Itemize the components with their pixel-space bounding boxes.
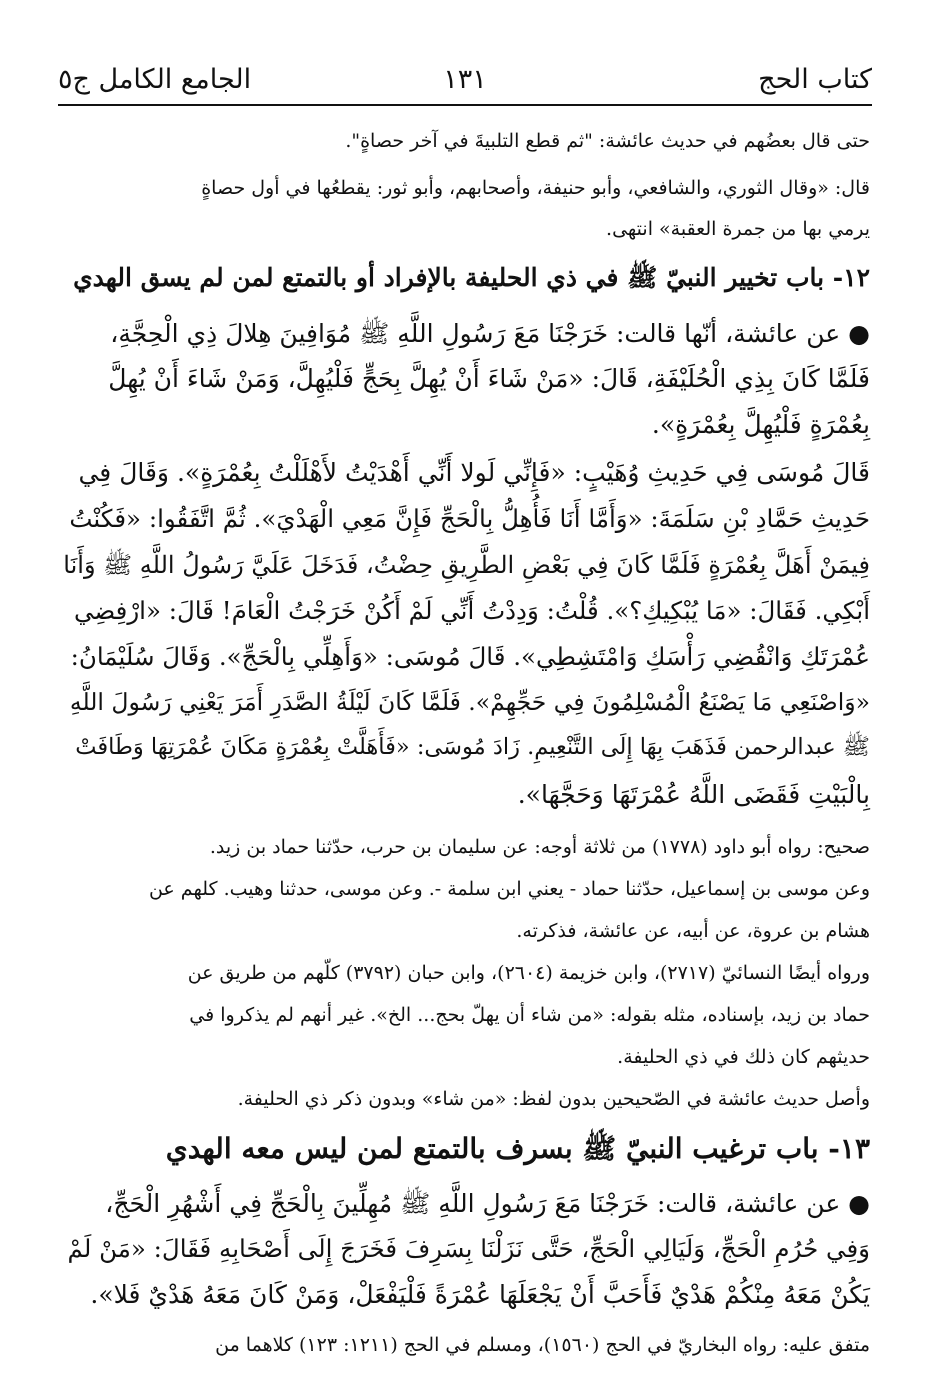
hadith-line: «وَاصْنَعِي مَا يَصْنَعُ الْمُسْلِمُونَ فِي حَجِّهِمْ». فَلَمَّا كَانَ لَيْلَةُ الصَّدَرِ أَمَرَ يَعْنِي رَسُولَ اللَّهِ	[69, 688, 870, 716]
commentary-line: ورواه أيضًا النسائيّ (٢٧١٧)، وابن خزيمة (٢٦٠٤)، وابن حبان (٣٧٩٢) كلّهم من طريق عن	[187, 962, 870, 984]
text-line: يرمي بها من جمرة العقبة» انتهى.	[606, 218, 870, 240]
hadith-line: وَفِي حُرُمِ الْحَجِّ، وَلَيَالِي الْحَجِّ، حَتَّى نَزَلْنَا بِسَرِفَ فَخَرَجَ إِلَى أَصْحَابِهِ فَقَالَ: «مَنْ لَمْ	[67, 1234, 870, 1263]
volume-label: الجامع الكامل ج٥	[58, 64, 252, 95]
text-line: قال: «وقال الثوري، والشافعي، وأبو حنيفة، وأصحابهم، وأبو ثور: يقطعُها في أول حصاةٍ	[201, 177, 870, 199]
hadith-line: فِيمَنْ أَهَلَّ بِعُمْرَةٍ فَلَمَّا كَانَ فِي بَعْضِ الطَّرِيقِ حِضْتُ، فَدَخَلَ عَلَيَّ رَسُولُ اللَّهِ ﷺ وَأَنَا	[63, 551, 870, 579]
chapter-heading-13: ١٣- باب ترغيب النبيّ ﷺ بسرف بالتمتع لمن ليس معه الهدي	[165, 1132, 870, 1165]
commentary-line: وأصل حديث عائشة في الصّحيحين بدون لفظ: «من شاء» وبدون ذكر ذي الحليفة.	[237, 1088, 870, 1110]
hadith-line: عُمْرَتَكِ وَانْقُضِي رَأْسَكِ وَامْتَشِطِي». قَالَ مُوسَى: «وَأَهِلِّي بِالْحَجِّ». وَقَالَ سُلَيْمَانُ:	[70, 642, 870, 671]
hadith-line: بِالْبَيْتِ فَقَضَى اللَّهُ عُمْرَتَهَا وَحَجَّهَا».	[517, 780, 870, 809]
hadith-line: ● عن عائشة، قالت: خَرَجْنَا مَعَ رَسُولِ اللَّهِ ﷺ مُهِلِّينَ بِالْحَجِّ فِي أَشْهُرِ الْحَجِّ،	[105, 1189, 870, 1218]
chapter-heading-12: ١٢- باب تخيير النبيّ ﷺ في ذي الحليفة بالإفراد أو بالتمتع لمن لم يسق الهدي	[73, 263, 870, 292]
commentary-line: متفق عليه: رواه البخاريّ في الحج (١٥٦٠)، ومسلم في الحج (١٢١١: ١٢٣) كلاهما من	[215, 1334, 870, 1356]
hadith-line: حَدِيثِ حَمَّادِ بْنِ سَلَمَةَ: «وَأَمَّا أَنَا فَأُهِلُّ بِالْحَجِّ فَإِنَّ مَعِي الْهَدْيَ». ثُمَّ اتَّفَقُوا: «فَكُنْتُ	[69, 504, 870, 533]
hadith-line: يَكُنْ مَعَهُ مِنْكُمْ هَدْيٌ فَأَحَبَّ أَنْ يَجْعَلَهَا عُمْرَةً فَلْيَفْعَلْ، وَمَنْ كَانَ مَعَهُ هَدْيٌ فَلا».	[90, 1280, 870, 1309]
commentary-line: حماد بن زيد، بإسناده، مثله بقوله: «من شاء أن يهلّ بحج... الخ». غير أنهم لم يذكروا في	[189, 1004, 870, 1026]
hadith-line: فَلَمَّا كَانَ بِذِي الْحُلَيْفَةِ، قَالَ: «مَنْ شَاءَ أَنْ يُهِلَّ بِحَجٍّ فَلْيُهِلَّ، وَمَنْ شَاءَ أَنْ يُهِلَّ	[108, 364, 870, 393]
book-title: كتاب الحج	[758, 64, 872, 95]
text-line: حتى قال بعضُهم في حديث عائشة: "ثم قطع التلبيةَ في آخر حصاةٍ".	[345, 130, 870, 152]
hadith-line: ● عن عائشة، أنّها قالت: خَرَجْنَا مَعَ رَسُولِ اللَّهِ ﷺ مُوَافِينَ هِلالَ ذِي الْحِجَّةِ،	[110, 319, 870, 348]
hadith-line: قَالَ مُوسَى فِي حَدِيثِ وُهَيْبٍ: «فَإِنِّي لَولا أَنِّي أَهْدَيْتُ لأَهْلَلْتُ بِعُمْرَةٍ». وَقَالَ فِي	[78, 458, 870, 487]
commentary-line: وعن موسى بن إسماعيل، حدّثنا حماد - يعني ابن سلمة -. وعن موسى، حدثنا وهيب. كلهم عن	[148, 878, 870, 900]
hadith-line: بِعُمْرَةٍ فَلْيُهِلَّ بِعُمْرَةٍ».	[651, 410, 870, 439]
commentary-line: صحيح: رواه أبو داود (١٧٧٨) من ثلاثة أوجه: عن سليمان بن حرب، حدّثنا حماد بن زيد.	[209, 836, 870, 858]
commentary-line: هشام بن عروة، عن أبيه، عن عائشة، فذكرته.	[516, 920, 870, 942]
commentary-line: حديثهم كان ذلك في ذي الحليفة.	[617, 1046, 870, 1068]
page-number: ١٣١	[443, 64, 487, 95]
page-header	[58, 54, 872, 106]
hadith-line: أَبْكِي. فَقَالَ: «مَا يُبْكِيكِ؟». قُلْتُ: وَدِدْتُ أَنِّي لَمْ أَكُنْ خَرَجْتُ الْعَامَ! قَالَ: «ارْفِضِي	[73, 596, 870, 625]
hadith-line: ﷺ عبدالرحمن فَذَهَبَ بِهَا إِلَى التَّنْعِيمِ. زَادَ مُوسَى: «فَأَهَلَّتْ بِعُمْرَةٍ مَكَانَ عُمْرَتِهَا وَطَافَتْ	[75, 734, 870, 760]
